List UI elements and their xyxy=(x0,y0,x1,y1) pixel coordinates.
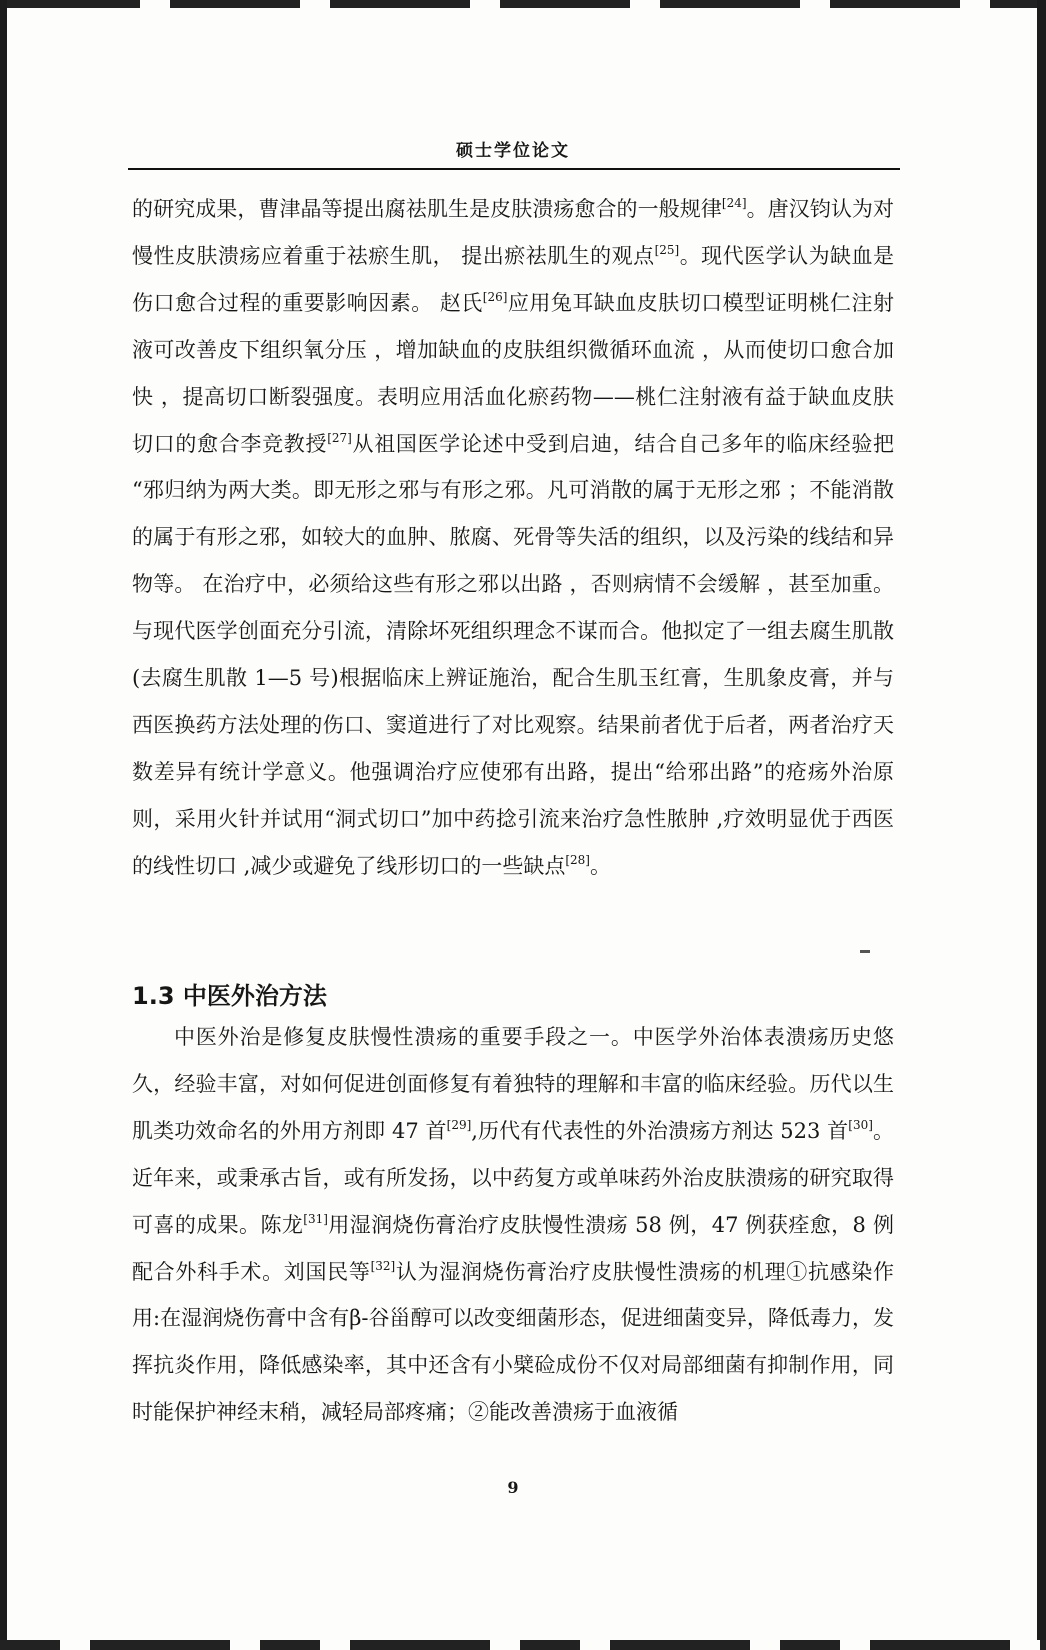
text-run: 。现代医学认为缺血是伤口愈合过程的重要影响因素。 赵氏 xyxy=(132,243,894,315)
text-run: 中医外治是修复皮肤慢性溃疡的重要手段之一。中医学外治体表溃疡历史悠久，经验丰富，对如何促进创面修复有着独特的理解和丰富的临床经验。历代以生肌类功效命名的外用方剂即 47 首 xyxy=(132,1025,894,1143)
running-header: 硕士学位论文 xyxy=(456,141,570,161)
text-run: ,历代有代表性的外治溃疡方剂达 523 首 xyxy=(471,1118,849,1143)
citation-ref: [24] xyxy=(721,196,747,210)
paragraph-2 xyxy=(132,1014,894,1436)
text-run: 的研究成果，曹津晶等提出腐祛肌生是皮肤溃疡愈合的一般规律 xyxy=(132,197,722,221)
text-run: 认为湿润烧伤膏治疗皮肤慢性溃疡的机理①抗感染作用:在湿润烧伤膏中含有β-谷甾醇可以改变细菌形态，促进细菌变异，降低毒力，发挥抗炎作用，降低感染率，其中还含有小檗硷成份不仅对局部细菌有抑制作用，同时能保护神经末稍，减轻局部疼痛；②能改善溃疡于血液循 xyxy=(132,1259,895,1425)
text-run: 用湿润烧伤膏治疗皮肤慢性溃疡 58 例，47 例获痊愈，8 例配合外科手术。刘国民等 xyxy=(132,1212,894,1284)
text-run: 。近年来，或秉承古旨，或有所发扬，以中药复方或单味药外治皮肤溃疡的研究取得可喜的成果。陈龙 xyxy=(132,1118,895,1237)
section-heading: 1.3 中医外治方法 xyxy=(132,982,327,1010)
text-run: 应用兔耳缺血皮肤切口模型证明桃仁注射液可改善皮下组织氧分压 ，增加缺血的皮肤组织微循环血流 ，从而使切口愈合加快 ，提高切口断裂强度。表明应用活血化瘀药物——桃仁注射液有益于缺血皮肤切口的愈合李竞教授 xyxy=(132,290,894,456)
text-run: 。唐汉钧认为对慢性皮肤溃疡应着重于祛瘀生肌， 提出瘀祛肌生的观点 xyxy=(132,197,895,268)
text-run: 从祖国医学论述中受到启迪，结合自己多年的临床经验把 “邪归纳为两大类。即无形之邪与有形之邪。凡可消散的属于无形之邪 ；不能消散的属于有形之邪，如较大的血肿、脓腐、死骨等失活的组织，以及污染的线结和异物等。 在治疗中，必须给这些有形之邪以出路 ，否则病情不会缓解 ，甚至加重。与现代医学创面充分引流，清除坏死组织理念不谋而合。他拟定了一组去腐生肌散(去腐生肌散 1—5 号)根据临床上辨证施治，配合生肌玉红膏，生肌象皮膏，并与西医换药方法处理的伤口、窦道进行了对比观察。结果前者优于后者，两者治疗天数差异有统计学意义。他强调治疗应使邪有出路，提出“给邪出路”的疮疡外治原则，采用火针并试用“洞式切口”加中药捻引流来治疗急性脓肿 ,疗效明显优于西医的线性切口 ,减少或避免了线形切口的一些缺点 xyxy=(132,431,895,878)
scan-speck xyxy=(860,950,870,953)
text-run: 。 xyxy=(590,853,611,878)
paragraph-1 xyxy=(132,186,894,890)
citation-ref: [27] xyxy=(327,430,352,445)
header-rule xyxy=(128,168,900,170)
citation-ref: [29] xyxy=(446,1117,472,1132)
citation-ref: [31] xyxy=(303,1211,328,1226)
scan-edge-left xyxy=(0,0,7,1650)
citation-ref: [25] xyxy=(654,242,680,257)
scan-edge-bottom xyxy=(0,1640,1046,1650)
citation-ref: [28] xyxy=(565,852,590,867)
scan-edge-right xyxy=(1037,0,1046,1650)
scan-edge-top xyxy=(0,0,1046,8)
citation-ref: [30] xyxy=(848,1117,873,1132)
page-number: 9 xyxy=(507,1478,519,1497)
citation-ref: [26] xyxy=(482,289,508,304)
citation-ref: [32] xyxy=(370,1258,396,1273)
